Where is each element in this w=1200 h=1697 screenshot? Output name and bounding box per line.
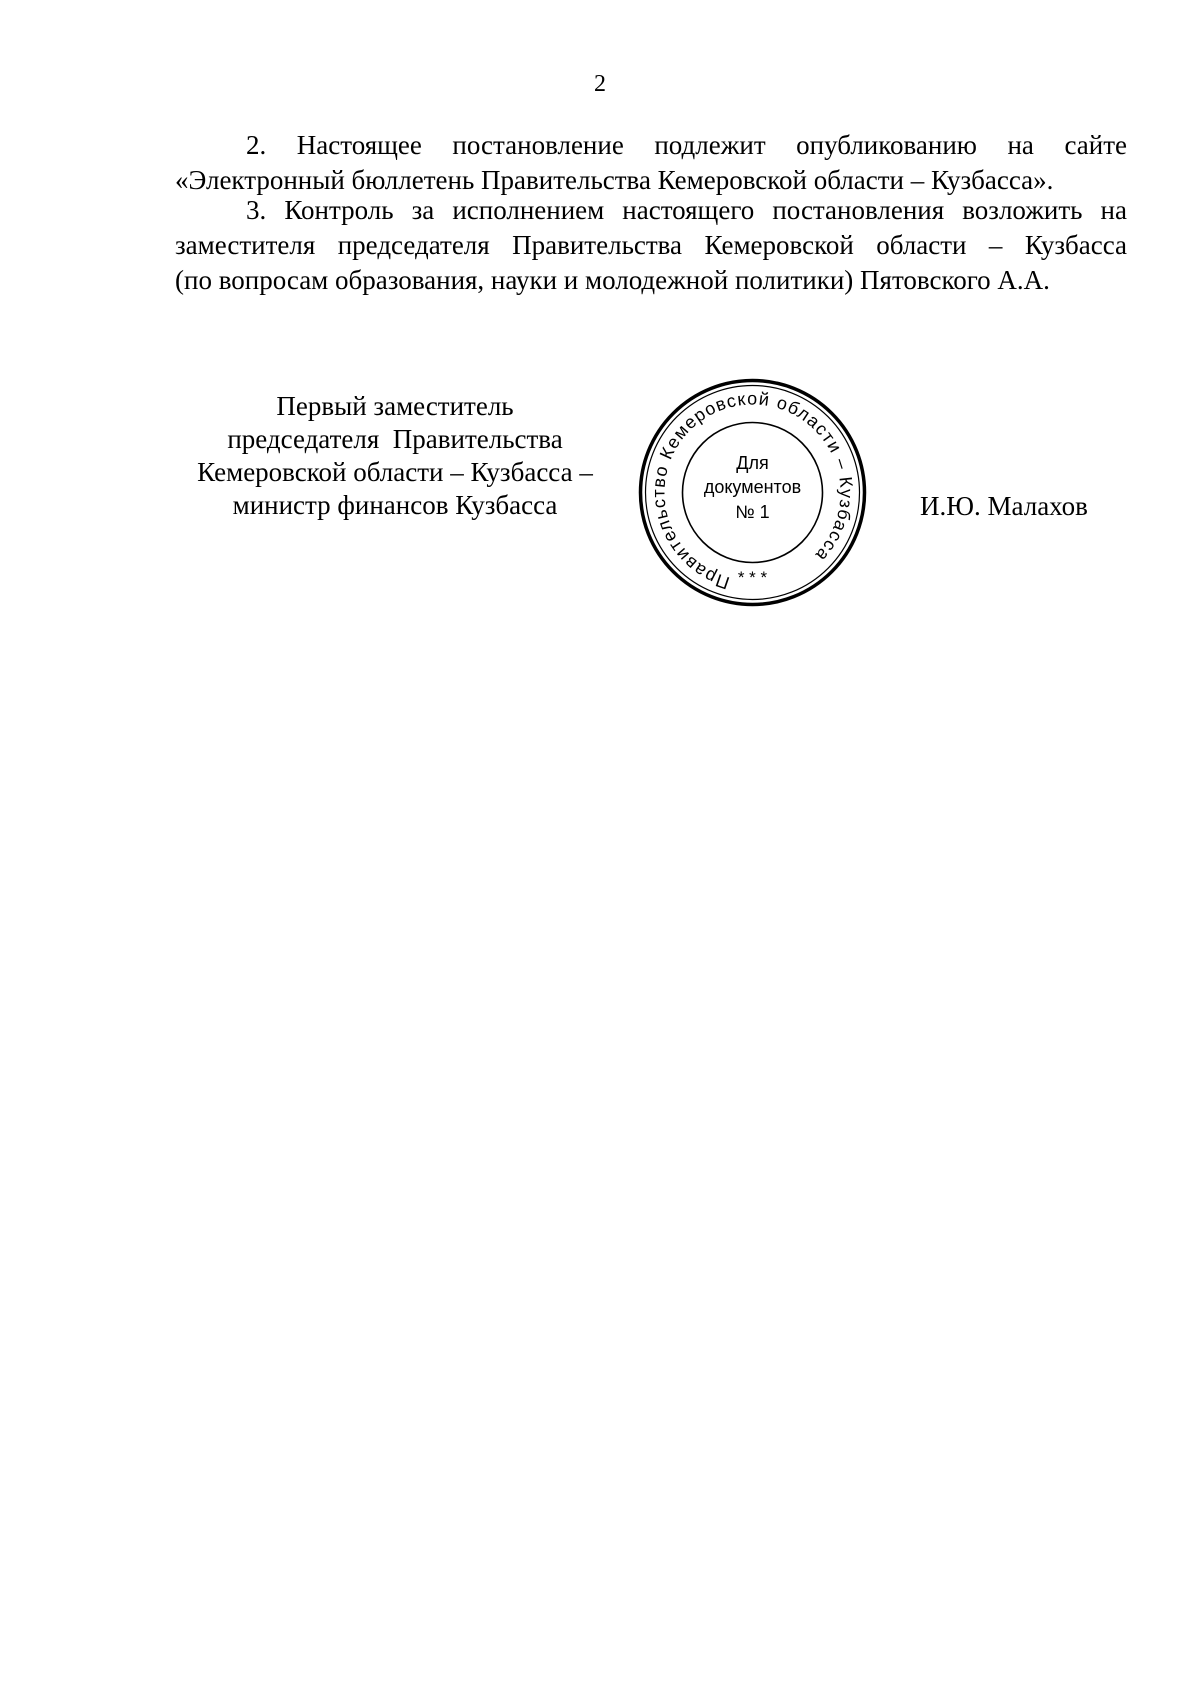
signatory-title-line: Кемеровской области – Кузбасса – — [197, 457, 593, 487]
signatory-title — [150, 390, 640, 522]
seal-center-line: документов — [703, 477, 802, 497]
signatory-title-line: Первый заместитель — [276, 391, 514, 421]
seal-ring-text: Правительство Кемеровской области – Кузбасса — [648, 388, 857, 594]
seal-center-line: № 1 — [735, 502, 770, 522]
paragraph-line: заместителя председателя Правительства Кемеровской области – Кузбасса — [175, 230, 1127, 260]
paragraph-publication — [175, 128, 1127, 198]
seal-stars: * * * — [737, 568, 768, 587]
signatory-title-line: министр финансов Кузбасса — [232, 490, 558, 520]
seal-center-line: Для — [736, 453, 769, 473]
paragraph-line: 2. Настоящее постановление подлежит опубликованию на сайте — [246, 130, 1127, 160]
paragraph-line: (по вопросам образования, науки и молодежной политики) Пятовского А.А. — [175, 265, 1050, 295]
paragraph-line: «Электронный бюллетень Правительства Кемеровской области – Кузбасса». — [175, 165, 1054, 195]
signatory-title-line: председателя Правительства — [227, 424, 563, 454]
signatory-name: И.Ю. Малахов — [920, 491, 1088, 521]
paragraph-control — [175, 193, 1127, 298]
page-number: 2 — [594, 71, 606, 97]
paragraph-line: 3. Контроль за исполнением настоящего постановления возложить на — [246, 195, 1127, 225]
official-seal-stamp — [635, 375, 870, 610]
